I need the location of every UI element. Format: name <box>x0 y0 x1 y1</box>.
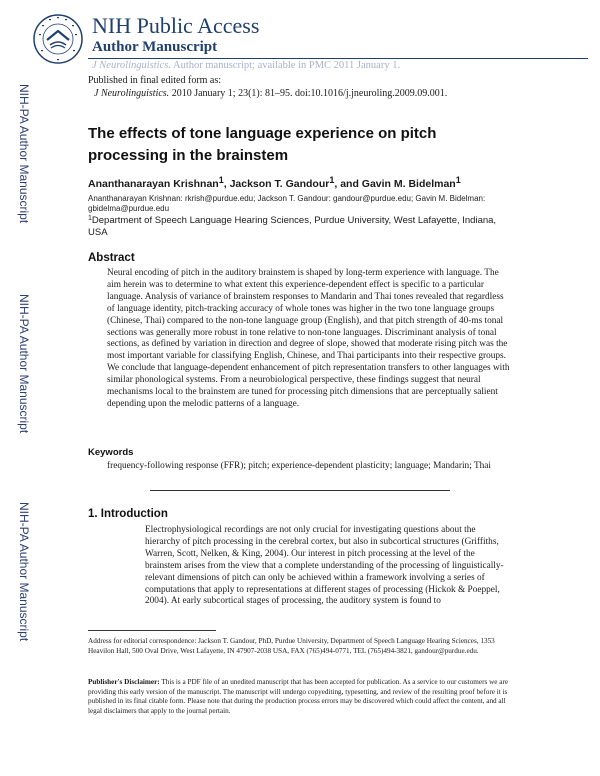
author-manuscript-label: Author Manuscript <box>92 39 218 55</box>
author-affiliation-mark: 1 <box>329 175 335 185</box>
introduction-text: Electrophysiological recordings are not only crucial for investigating questions about the hierarchy of pitch processing in the cerebral cortex, but also in subcortical structures (Griffiths, Warren, Scott, Nelken, & King, 2004). Our interest in pitch processing at the level of the brainstem arises from the view that a complete understanding of the processing of linguistically-relevant dimensions of pitch can only be achieved within a framework involving a series of computations that apply to representations at different stages of processing (Hickok & Poeppel, 2004). At early subcortical stages of processing, the auditory system is found to <box>145 525 504 607</box>
author-separator: , and <box>334 178 362 190</box>
published-label: Published in final edited form as: <box>88 75 222 86</box>
keywords-heading: Keywords <box>88 447 134 458</box>
keywords-text: frequency-following response (FFR); pitch; experience-dependent plasticity; language; Mandarin; Thai <box>107 461 491 471</box>
availability-line <box>92 60 400 72</box>
author-list <box>88 177 461 191</box>
citation-details: 2010 January 1; 23(1): 81–95. doi:10.1016/j.jneuroling.2009.09.001. <box>169 88 448 99</box>
affiliation <box>88 215 518 239</box>
author-name: Gavin M. Bidelman <box>361 178 456 190</box>
side-label-author-manuscript: NIH-PA Author Manuscript <box>17 84 31 224</box>
abstract-text: Neural encoding of pitch in the auditory brainstem is shaped by long-term experience with language. The aim herein was to determine to what extent this experience-dependent effect is specific to a particular language. Analysis of variance of brainstem responses to Mandarin and Thai tones revealed that regardless of language identity, pitch-tracking accuracy of whole tones was higher in the two tone language groups (Chinese, Thai) compared to the non-tone language group (English), and that pitch strength of 40-ms tonal sections was generally more robust in tone relative to non-tone languages. Discriminant analysis of tonal sections, as defined by variation in direction and degree of slope, showed that moderate rising pitch was the most important variable for classifying English, Chinese, and Thai participants into their respective groups. We conclude that language-dependent enhancement of pitch representation transfers to other languages with similar phonological systems. From a neurobiological perspective, these findings suggest that neural mechanisms local to the brainstem are tuned for processing pitch dimensions that are perceptually salient depending upon the melodic patterns of a language. <box>107 268 510 409</box>
side-label-author-manuscript: NIH-PA Author Manuscript <box>17 294 31 434</box>
nih-public-access-title: NIH Public Access <box>92 13 260 38</box>
author-affiliation-mark: 1 <box>218 175 224 185</box>
citation-line <box>94 88 447 100</box>
footnote-divider <box>88 630 216 631</box>
availability-journal: J Neurolinguistics. <box>92 60 171 71</box>
author-name: Jackson T. Gandour <box>229 178 330 190</box>
author-affiliation-mark: 1 <box>455 175 461 185</box>
affiliation-mark: 1 <box>88 215 92 222</box>
disclaimer-text: This is a PDF file of an unedited manuscript that has been accepted for publication. As a service to our customers we are providing this early version of the manuscript. The manuscript will undergo copyediting, typesetting, and review of the resulting proof before it is published in its final citable form. Please note that during the production process errors may be discovered which could affect the content, and all legal disclaimers that apply to the journal pertain. <box>88 678 509 716</box>
author-emails: Ananthanarayan Krishnan: rkrish@purdue.edu; Jackson T. Gandour: gandour@purdue.edu; Gavin M. Bidelman: gbidelma@purdue.edu <box>88 194 486 213</box>
citation-journal: J Neurolinguistics. <box>94 88 170 99</box>
article-title: The effects of tone language experience on pitch processing in the brainstem <box>88 125 437 164</box>
affiliation-text: Department of Speech Language Hearing Sciences, Purdue University, West Lafayette, Indiana, USA <box>88 215 497 238</box>
nih-seal-logo <box>33 14 83 64</box>
disclaimer-label: Publisher's Disclaimer: <box>88 678 160 686</box>
abstract-heading: Abstract <box>88 252 135 264</box>
publisher-disclaimer <box>88 678 516 717</box>
availability-text: Author manuscript; available in PMC 2011 January 1. <box>170 60 401 71</box>
introduction-heading: 1. Introduction <box>88 508 168 520</box>
author-name: Ananthanarayan Krishnan <box>88 178 219 190</box>
side-label-author-manuscript: NIH-PA Author Manuscript <box>17 502 31 642</box>
section-divider <box>150 490 450 491</box>
author-separator: , <box>223 178 230 190</box>
correspondence-footnote: Address for editorial correspondence: Jackson T. Gandour, PhD, Purdue University, Department of Speech Language Hearing Sciences, 1353 Heavilon Hall, 500 Oval Drive, West Lafayette, IN 47907-2038 USA, FAX (765)494-0771, TEL (765)494-3821, gandour@purdue.edu. <box>88 637 495 655</box>
header-divider <box>88 58 588 59</box>
